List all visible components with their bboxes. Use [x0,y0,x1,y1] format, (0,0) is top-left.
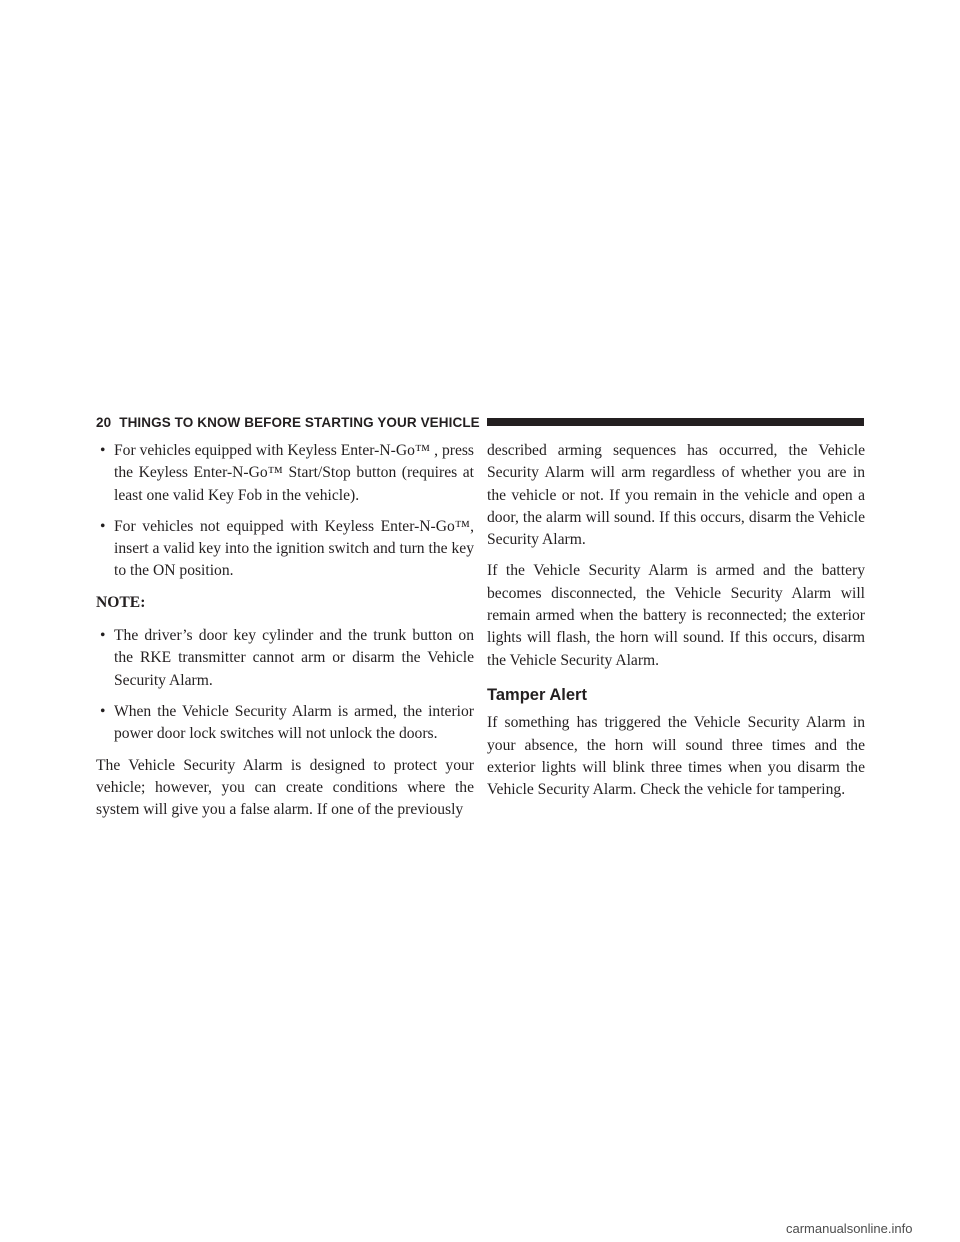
right-column [487,440,865,810]
list-item-text: The driver’s door key cylinder and the trunk button on the RKE transmitter cannot arm or disarm the Vehicle Security Alarm. [114,627,474,689]
section-heading-tamper-alert: Tamper Alert [487,685,587,704]
bullet-icon: • [100,442,106,459]
body-paragraph: The Vehicle Security Alarm is designed to protect your vehicle; however, you can create conditions where the system will give you a false alarm. If one of the previously [96,756,474,819]
list-item-text: For vehicles equipped with Keyless Enter-N-Go™ , press the Keyless Enter-N-Go™ Start/Stop button (requires at least one valid Key Fob in the vehicle). [114,442,474,504]
page-number: 20 [96,414,112,430]
left-column [96,440,474,830]
list-item [96,625,474,692]
bullet-list-notes [96,625,474,745]
header-rule [487,418,864,426]
footer-watermark: carmanualsonline.info [786,1221,913,1236]
bullet-icon: • [100,702,106,720]
list-item-text: For vehicles not equipped with Keyless Enter-N-Go™, insert a valid key into the ignition switch and turn the key to the ON position. [114,517,474,580]
list-item-text: When the Vehicle Security Alarm is armed, the interior power door lock switches will not unlock the doors. [114,702,474,743]
list-item [96,701,474,746]
body-paragraph: described arming sequences has occurred, the Vehicle Security Alarm will arm regardless of whether you are in the vehicle or not. If you remain in the vehicle and open a door, the alarm will sound. If this occurs, disarm the Vehicle Security Alarm. [487,442,865,549]
note-label: NOTE: [96,593,146,611]
body-paragraph: If the Vehicle Security Alarm is armed and the battery becomes disconnected, the Vehicle Security Alarm will remain armed when the battery is reconnected; the exterior lights will flash, the horn will sound. If this occurs, disarm the Vehicle Security Alarm. [487,562,865,669]
bullet-icon: • [100,627,106,645]
page-header [96,414,864,430]
list-item [96,516,474,583]
body-paragraph: If something has triggered the Vehicle Security Alarm in your absence, the horn will sound three times and the exterior lights will blink three times when you disarm the Vehicle Security Alarm. Check the vehicle for tampering. [487,714,865,799]
running-title: THINGS TO KNOW BEFORE STARTING YOUR VEHICLE [119,414,480,430]
list-item [96,440,474,507]
bullet-icon: • [100,517,106,535]
bullet-list-start-conditions [96,440,474,583]
